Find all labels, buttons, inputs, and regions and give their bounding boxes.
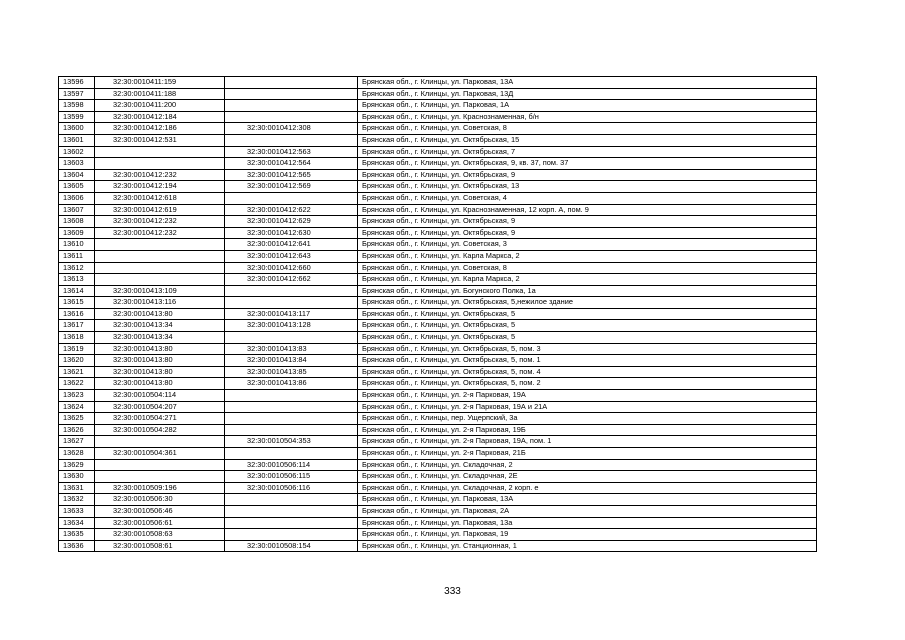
address-cell: Брянская обл., г. Клинцы, ул. Октябрьская, 5	[358, 308, 817, 320]
row-number-cell: 13601	[59, 134, 95, 146]
related-cadastral-number-cell: 32:30:0010504:353	[225, 436, 358, 448]
address-cell: Брянская обл., г. Клинцы, ул. Октябрьская, 5, пом. 3	[358, 343, 817, 355]
row-number-cell: 13627	[59, 436, 95, 448]
table-row	[59, 529, 817, 541]
address-cell: Брянская обл., г. Клинцы, ул. 2-я Парковая, 19Б	[358, 424, 817, 436]
cadastral-number-cell: 32:30:0010413:80	[95, 378, 225, 390]
address-cell: Брянская обл., г. Клинцы, ул. Советская, 3	[358, 239, 817, 251]
related-cadastral-number-cell: 32:30:0010506:114	[225, 459, 358, 471]
row-number-cell: 13600	[59, 123, 95, 135]
cadastral-number-cell: 32:30:0010506:61	[95, 517, 225, 529]
cadastral-number-cell: 32:30:0010413:80	[95, 343, 225, 355]
related-cadastral-number-cell	[225, 494, 358, 506]
table-row	[59, 250, 817, 262]
related-cadastral-number-cell	[225, 424, 358, 436]
table-row	[59, 343, 817, 355]
related-cadastral-number-cell	[225, 517, 358, 529]
table-row	[59, 401, 817, 413]
related-cadastral-number-cell	[225, 192, 358, 204]
table-row	[59, 332, 817, 344]
related-cadastral-number-cell	[225, 332, 358, 344]
cadastral-number-cell: 32:30:0010412:186	[95, 123, 225, 135]
address-cell: Брянская обл., г. Клинцы, ул. 2-я Парковая, 19А и 21А	[358, 401, 817, 413]
address-cell: Брянская обл., г. Клинцы, ул. Складочная, 2	[358, 459, 817, 471]
cadastral-number-cell	[95, 471, 225, 483]
related-cadastral-number-cell	[225, 413, 358, 425]
related-cadastral-number-cell	[225, 134, 358, 146]
row-number-cell: 13607	[59, 204, 95, 216]
address-cell: Брянская обл., г. Клинцы, ул. Парковая, 13Д	[358, 88, 817, 100]
row-number-cell: 13629	[59, 459, 95, 471]
table-row	[59, 471, 817, 483]
table-row	[59, 366, 817, 378]
row-number-cell: 13602	[59, 146, 95, 158]
cadastral-number-cell: 32:30:0010411:159	[95, 77, 225, 89]
address-cell: Брянская обл., г. Клинцы, ул. Октябрьская, 7	[358, 146, 817, 158]
address-cell: Брянская обл., г. Клинцы, ул. Октябрьская, 5	[358, 320, 817, 332]
related-cadastral-number-cell: 32:30:0010413:117	[225, 308, 358, 320]
cadastral-number-cell	[95, 274, 225, 286]
related-cadastral-number-cell: 32:30:0010412:660	[225, 262, 358, 274]
cadastral-number-cell: 32:30:0010412:232	[95, 216, 225, 228]
related-cadastral-number-cell: 32:30:0010413:128	[225, 320, 358, 332]
table-row	[59, 216, 817, 228]
cadastral-number-cell: 32:30:0010412:232	[95, 227, 225, 239]
address-cell: Брянская обл., г. Клинцы, ул. Октябрьская, 9, кв. 37, пом. 37	[358, 158, 817, 170]
address-cell: Брянская обл., г. Клинцы, пер. Ущерпский, 3а	[358, 413, 817, 425]
table-row	[59, 274, 817, 286]
row-number-cell: 13615	[59, 297, 95, 309]
related-cadastral-number-cell: 32:30:0010412:564	[225, 158, 358, 170]
cadastral-number-cell: 32:30:0010508:61	[95, 540, 225, 552]
row-number-cell: 13622	[59, 378, 95, 390]
table-row	[59, 459, 817, 471]
related-cadastral-number-cell: 32:30:0010508:154	[225, 540, 358, 552]
row-number-cell: 13632	[59, 494, 95, 506]
address-cell: Брянская обл., г. Клинцы, ул. 2-я Парковая, 19А	[358, 390, 817, 402]
address-cell: Брянская обл., г. Клинцы, ул. Парковая, 2А	[358, 505, 817, 517]
table-row	[59, 285, 817, 297]
row-number-cell: 13612	[59, 262, 95, 274]
address-cell: Брянская обл., г. Клинцы, ул. 2-я Парковая, 19А, пом. 1	[358, 436, 817, 448]
table-row	[59, 297, 817, 309]
address-cell: Брянская обл., г. Клинцы, ул. Октябрьская, 15	[358, 134, 817, 146]
cadastral-number-cell: 32:30:0010413:80	[95, 366, 225, 378]
cadastral-number-cell: 32:30:0010412:194	[95, 181, 225, 193]
cadastral-number-cell: 32:30:0010506:46	[95, 505, 225, 517]
cadastral-number-cell: 32:30:0010506:30	[95, 494, 225, 506]
table-row	[59, 517, 817, 529]
table-row	[59, 100, 817, 112]
cadastral-number-cell: 32:30:0010504:271	[95, 413, 225, 425]
table-row	[59, 134, 817, 146]
related-cadastral-number-cell	[225, 100, 358, 112]
row-number-cell: 13634	[59, 517, 95, 529]
address-cell: Брянская обл., г. Клинцы, ул. Складочная, 2Е	[358, 471, 817, 483]
cadastral-number-cell: 32:30:0010504:282	[95, 424, 225, 436]
cadastral-number-cell: 32:30:0010412:531	[95, 134, 225, 146]
address-cell: Брянская обл., г. Клинцы, ул. Карла Маркса, 2	[358, 250, 817, 262]
related-cadastral-number-cell: 32:30:0010413:84	[225, 355, 358, 367]
address-cell: Брянская обл., г. Клинцы, ул. Октябрьская, 5, пом. 4	[358, 366, 817, 378]
table-row	[59, 448, 817, 460]
table-row	[59, 390, 817, 402]
cadastral-number-cell: 32:30:0010504:114	[95, 390, 225, 402]
cadastral-number-cell: 32:30:0010413:34	[95, 320, 225, 332]
row-number-cell: 13628	[59, 448, 95, 460]
row-number-cell: 13633	[59, 505, 95, 517]
row-number-cell: 13598	[59, 100, 95, 112]
table-row	[59, 88, 817, 100]
cadastral-number-cell	[95, 459, 225, 471]
related-cadastral-number-cell: 32:30:0010506:115	[225, 471, 358, 483]
row-number-cell: 13610	[59, 239, 95, 251]
table-row	[59, 320, 817, 332]
table-row	[59, 146, 817, 158]
related-cadastral-number-cell	[225, 285, 358, 297]
cadastral-number-cell: 32:30:0010412:619	[95, 204, 225, 216]
table-row	[59, 262, 817, 274]
related-cadastral-number-cell: 32:30:0010412:569	[225, 181, 358, 193]
cadastral-number-cell: 32:30:0010413:116	[95, 297, 225, 309]
row-number-cell: 13619	[59, 343, 95, 355]
row-number-cell: 13609	[59, 227, 95, 239]
row-number-cell: 13630	[59, 471, 95, 483]
cadastral-number-cell: 32:30:0010504:361	[95, 448, 225, 460]
cadastral-number-cell	[95, 158, 225, 170]
related-cadastral-number-cell	[225, 390, 358, 402]
address-cell: Брянская обл., г. Клинцы, ул. Октябрьская, 9	[358, 227, 817, 239]
related-cadastral-number-cell	[225, 77, 358, 89]
related-cadastral-number-cell: 32:30:0010413:83	[225, 343, 358, 355]
row-number-cell: 13597	[59, 88, 95, 100]
row-number-cell: 13625	[59, 413, 95, 425]
address-cell: Брянская обл., г. Клинцы, ул. Краснознаменная, 12 корп. А, пом. 9	[358, 204, 817, 216]
table-row	[59, 181, 817, 193]
address-cell: Брянская обл., г. Клинцы, ул. Октябрьская, 9	[358, 216, 817, 228]
row-number-cell: 13605	[59, 181, 95, 193]
cadastral-number-cell: 32:30:0010509:196	[95, 482, 225, 494]
table-row	[59, 540, 817, 552]
address-cell: Брянская обл., г. Клинцы, ул. Советская, 8	[358, 123, 817, 135]
cadastral-number-cell: 32:30:0010413:34	[95, 332, 225, 344]
row-number-cell: 13617	[59, 320, 95, 332]
related-cadastral-number-cell: 32:30:0010413:86	[225, 378, 358, 390]
related-cadastral-number-cell: 32:30:0010412:629	[225, 216, 358, 228]
related-cadastral-number-cell	[225, 529, 358, 541]
cadastral-number-cell	[95, 262, 225, 274]
address-cell: Брянская обл., г. Клинцы, ул. Парковая, 19	[358, 529, 817, 541]
address-cell: Брянская обл., г. Клинцы, ул. Октябрьская, 5	[358, 332, 817, 344]
cadastral-number-cell: 32:30:0010413:80	[95, 308, 225, 320]
related-cadastral-number-cell	[225, 448, 358, 460]
row-number-cell: 13623	[59, 390, 95, 402]
cadastral-number-cell	[95, 146, 225, 158]
cadastral-number-cell: 32:30:0010411:200	[95, 100, 225, 112]
table-row	[59, 111, 817, 123]
cadastral-number-cell: 32:30:0010508:63	[95, 529, 225, 541]
row-number-cell: 13604	[59, 169, 95, 181]
row-number-cell: 13618	[59, 332, 95, 344]
cadastral-number-cell: 32:30:0010412:618	[95, 192, 225, 204]
cadastral-number-cell: 32:30:0010411:188	[95, 88, 225, 100]
related-cadastral-number-cell	[225, 401, 358, 413]
row-number-cell: 13606	[59, 192, 95, 204]
row-number-cell: 13596	[59, 77, 95, 89]
page-number: 333	[444, 586, 461, 597]
table-row	[59, 378, 817, 390]
row-number-cell: 13621	[59, 366, 95, 378]
table-row	[59, 77, 817, 89]
related-cadastral-number-cell: 32:30:0010506:116	[225, 482, 358, 494]
address-cell: Брянская обл., г. Клинцы, ул. Парковая, 13А	[358, 77, 817, 89]
address-cell: Брянская обл., г. Клинцы, ул. Советская, 4	[358, 192, 817, 204]
table-row	[59, 424, 817, 436]
row-number-cell: 13635	[59, 529, 95, 541]
address-cell: Брянская обл., г. Клинцы, ул. Парковая, 13А	[358, 494, 817, 506]
row-number-cell: 13620	[59, 355, 95, 367]
row-number-cell: 13631	[59, 482, 95, 494]
address-cell: Брянская обл., г. Клинцы, ул. Советская, 8	[358, 262, 817, 274]
address-cell: Брянская обл., г. Клинцы, ул. Парковая, 1А	[358, 100, 817, 112]
property-table	[58, 76, 817, 552]
address-cell: Брянская обл., г. Клинцы, ул. Октябрьская, 13	[358, 181, 817, 193]
row-number-cell: 13611	[59, 250, 95, 262]
table-row	[59, 192, 817, 204]
related-cadastral-number-cell	[225, 297, 358, 309]
related-cadastral-number-cell: 32:30:0010413:85	[225, 366, 358, 378]
cadastral-number-cell: 32:30:0010413:80	[95, 355, 225, 367]
table-row	[59, 308, 817, 320]
table-row	[59, 158, 817, 170]
address-cell: Брянская обл., г. Клинцы, ул. 2-я Парковая, 21Б	[358, 448, 817, 460]
related-cadastral-number-cell	[225, 505, 358, 517]
cadastral-number-cell: 32:30:0010413:109	[95, 285, 225, 297]
table-row	[59, 169, 817, 181]
address-cell: Брянская обл., г. Клинцы, ул. Октябрьская, 9	[358, 169, 817, 181]
table-body	[59, 77, 817, 552]
related-cadastral-number-cell: 32:30:0010412:563	[225, 146, 358, 158]
row-number-cell: 13603	[59, 158, 95, 170]
address-cell: Брянская обл., г. Клинцы, ул. Станционная, 1	[358, 540, 817, 552]
address-cell: Брянская обл., г. Клинцы, ул. Октябрьская, 5, пом. 2	[358, 378, 817, 390]
address-cell: Брянская обл., г. Клинцы, ул. Октябрьская, 5,нежилое здание	[358, 297, 817, 309]
row-number-cell: 13613	[59, 274, 95, 286]
table-row	[59, 494, 817, 506]
related-cadastral-number-cell: 32:30:0010412:641	[225, 239, 358, 251]
table-row	[59, 355, 817, 367]
related-cadastral-number-cell	[225, 88, 358, 100]
table-row	[59, 123, 817, 135]
cadastral-number-cell	[95, 239, 225, 251]
table-row	[59, 227, 817, 239]
row-number-cell: 13599	[59, 111, 95, 123]
address-cell: Брянская обл., г. Клинцы, ул. Парковая, 13а	[358, 517, 817, 529]
table-row	[59, 505, 817, 517]
row-number-cell: 13616	[59, 308, 95, 320]
cadastral-number-cell	[95, 436, 225, 448]
related-cadastral-number-cell: 32:30:0010412:643	[225, 250, 358, 262]
table-row	[59, 204, 817, 216]
address-cell: Брянская обл., г. Клинцы, ул. Октябрьская, 5, пом. 1	[358, 355, 817, 367]
cadastral-number-cell: 32:30:0010412:232	[95, 169, 225, 181]
cadastral-number-cell: 32:30:0010504:207	[95, 401, 225, 413]
cadastral-number-cell: 32:30:0010412:184	[95, 111, 225, 123]
related-cadastral-number-cell: 32:30:0010412:565	[225, 169, 358, 181]
address-cell: Брянская обл., г. Клинцы, ул. Краснознаменная, б/н	[358, 111, 817, 123]
related-cadastral-number-cell: 32:30:0010412:308	[225, 123, 358, 135]
table-row	[59, 436, 817, 448]
address-cell: Брянская обл., г. Клинцы, ул. Карла Маркса, 2	[358, 274, 817, 286]
table-row	[59, 413, 817, 425]
table-row	[59, 482, 817, 494]
row-number-cell: 13608	[59, 216, 95, 228]
table-row	[59, 239, 817, 251]
related-cadastral-number-cell: 32:30:0010412:630	[225, 227, 358, 239]
row-number-cell: 13614	[59, 285, 95, 297]
related-cadastral-number-cell: 32:30:0010412:622	[225, 204, 358, 216]
related-cadastral-number-cell: 32:30:0010412:662	[225, 274, 358, 286]
row-number-cell: 13624	[59, 401, 95, 413]
address-cell: Брянская обл., г. Клинцы, ул. Складочная, 2 корп. е	[358, 482, 817, 494]
row-number-cell: 13626	[59, 424, 95, 436]
cadastral-number-cell	[95, 250, 225, 262]
related-cadastral-number-cell	[225, 111, 358, 123]
address-cell: Брянская обл., г. Клинцы, ул. Богунского Полка, 1а	[358, 285, 817, 297]
row-number-cell: 13636	[59, 540, 95, 552]
